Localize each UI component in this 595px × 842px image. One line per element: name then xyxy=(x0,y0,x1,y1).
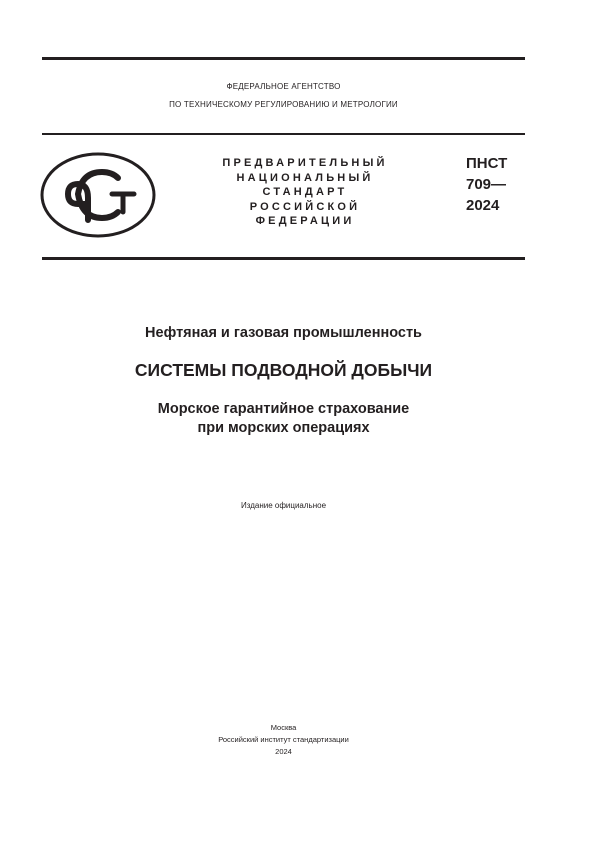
top-rule xyxy=(42,57,525,60)
agency-line-2: ПО ТЕХНИЧЕСКОМУ РЕГУЛИРОВАНИЮ И МЕТРОЛОГИИ xyxy=(169,100,398,109)
header-rule xyxy=(42,257,525,260)
gost-r-logo-icon xyxy=(38,150,158,240)
standard-code xyxy=(466,153,507,216)
standard-code-year: 2024 xyxy=(466,197,500,214)
industry-title: Нефтяная и газовая промышленность xyxy=(145,325,422,341)
agency-header xyxy=(42,78,525,114)
subject-title-line: при морских операциях xyxy=(197,420,370,436)
standard-type-line: СТАНДАРТ xyxy=(262,186,348,199)
imprint-city: Москва xyxy=(270,723,297,732)
imprint-publisher: Российский институт стандартизации xyxy=(218,735,349,744)
standard-code-number: 709— xyxy=(466,176,507,193)
standard-type-line: ФЕДЕРАЦИИ xyxy=(255,215,355,228)
imprint xyxy=(42,722,525,758)
imprint-year: 2024 xyxy=(275,747,292,756)
standard-type-line: НАЦИОНАЛЬНЫЙ xyxy=(236,171,374,184)
subject-title xyxy=(42,400,525,438)
agency-line-1: ФЕДЕРАЛЬНОЕ АГЕНТСТВО xyxy=(226,82,341,91)
agency-rule xyxy=(42,133,525,135)
subject-title-line: Морское гарантийное страхование xyxy=(157,401,410,417)
standard-type xyxy=(190,156,420,229)
standard-code-prefix: ПНСТ xyxy=(466,155,508,172)
standard-type-line: РОССИЙСКОЙ xyxy=(249,200,361,213)
standard-type-line: ПРЕДВАРИТЕЛЬНЫЙ xyxy=(222,157,388,169)
edition-note: Издание официальное xyxy=(240,501,327,510)
system-title: СИСТЕМЫ ПОДВОДНОЙ ДОБЫЧИ xyxy=(134,360,433,380)
